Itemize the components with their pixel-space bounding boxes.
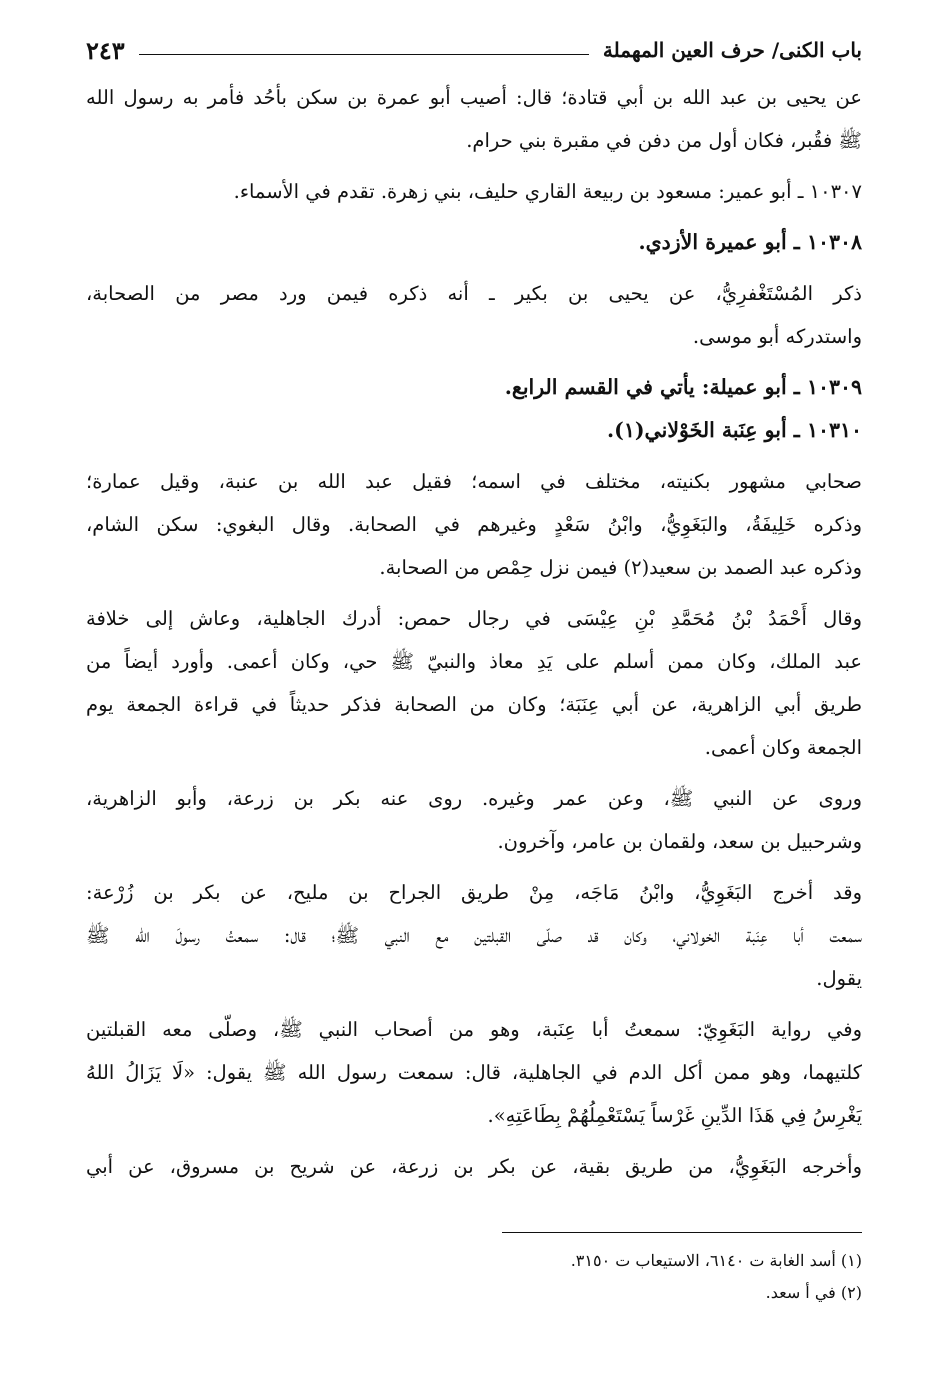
text-line: يَغْرِسُ فِي هَذَا الدِّينِ غَرْساً يَسْتَعْمِلُهُمْ بِطَاعَتِهِ». [487,1104,862,1127]
running-title: باب الكنى/ حرف العين المهملة [602,38,862,62]
text-line: وفي رواية البَغَوِيّ: سمعتُ أبا عِنَبة، وهو من أصحاب النبي ﷺ، وصلّى معه القبلتين [86,1018,862,1041]
text-line: وقد أخرج البَغَوِيُّ، وابْنُ مَاجَه، مِنْ طريق الجراح بن مليح، عن بكر بن زُرْعة: [86,881,862,904]
text-line: واستدركه أبو موسى. [692,325,862,348]
text-line: ﷺ فقُبر، فكان أول من دفن في مقبرة بني حرام. [466,129,862,152]
entry-heading: ١٠٣١٠ ـ أبو عِنَبة الخَوْلاني(١). [606,418,862,442]
text-line: وشرحبيل بن سعد، ولقمان بن عامر، وآخرون. [497,830,862,853]
text-line: الجمعة وكان أعمى. [704,736,862,759]
text-line: وذكره عبد الصمد بن سعيد(٢) فيمن نزل حِمْص من الصحابة. [379,556,862,579]
text-line: عن يحيى بن عبد الله بن أبي قتادة؛ قال: أصيب أبو عمرة بن سكن بأحُد فأمر به رسول الله [86,86,862,109]
text-line: صحابي مشهور بكنيته، مختلف في اسمه؛ فقيل عبد الله بن عنبة، وقيل عمارة؛ [86,470,862,493]
text-line: وروى عن النبي ﷺ، وعن عمر وغيره. روى عنه بكر بن زرعة، وأبو الزاهرية، [86,787,862,810]
page-header [86,30,862,70]
footnote-separator [502,1232,862,1233]
text-line: سمعت أبا عِنَبة الخولاني، وكان قد صلّى القبلتين مع النبي ﷺ؛ قال: سمعتُ رسولَ الله ﷺ [86,924,862,947]
header-rule [139,54,589,55]
entry-line: ١٠٣٠٧ ـ أبو عمير: مسعود بن ربيعة القاري حليف، بني زهرة. تقدم في الأسماء. [233,180,862,203]
text-line: وقال أَحْمَدُ بْنُ مُحَمَّدِ بْنِ عِيْسَى في رجال حمص: أدرك الجاهلية، وعاش إلى خلافة [86,607,862,630]
text-line: عبد الملك، وكان ممن أسلم على يَدِ معاذ والنبيّ ﷺ حي، وكان أعمى. وأورد أيضاً من [86,650,862,673]
text-line: كلتيهما، وهو ممن أكل الدم في الجاهلية، قال: سمعت رسول الله ﷺ يقول: «لَا يَزَالُ اللهُ [86,1061,862,1084]
footnote: (١) أسد الغابة ت ٦١٤٠، الاستيعاب ت ٣١٥٠. [570,1251,862,1270]
text-line: طريق أبي الزاهرية، عن أبي عِنَبَة؛ وكان من الصحابة فذكر حديثاً في قراءة الجمعة يوم [86,693,862,716]
footnote: (٢) في أ سعد. [765,1283,862,1302]
footnotes [86,1232,862,1309]
entry-heading: ١٠٣٠٨ ـ أبو عميرة الأزدي. [638,230,862,254]
text-line: وذكره خَلِيفَةُ، والبَغَوِيُّ، وابْنُ سَعْدٍ وغيرهم في الصحابة. وقال البغوي: سكن الشام، [86,513,862,536]
text-line: يقول. [816,967,862,990]
entry-heading: ١٠٣٠٩ ـ أبو عميلة: يأتي في القسم الرابع. [504,375,862,399]
page-body [86,76,862,1188]
text-line: ذكر المُسْتَغْفرِيُّ، عن يحيى بن بكير ـ أنه ذكره فيمن ورد مصر من الصحابة، [86,282,862,305]
page-number: ٢٤٣ [86,35,125,65]
text-line: وأخرجه البَغَوِيُّ، من طريق بقية، عن بكر بن زرعة، عن شريح بن مسروق، عن أبي [86,1155,862,1178]
